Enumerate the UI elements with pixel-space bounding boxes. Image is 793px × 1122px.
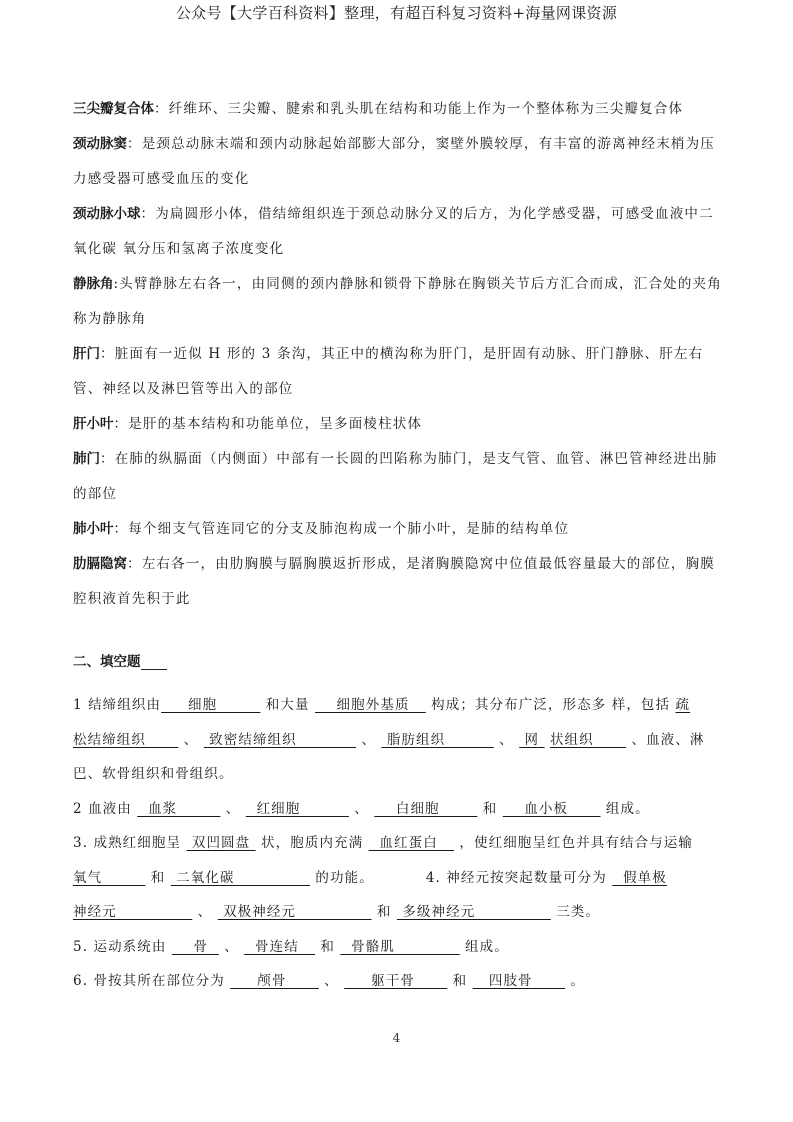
q-text: 3. 成熟红细胞呈 xyxy=(73,835,187,851)
q-text: 5. 运动系统由 xyxy=(73,938,172,955)
definition-sep: ： xyxy=(127,556,142,572)
definition-item xyxy=(73,92,723,127)
q-text: 、 xyxy=(218,938,245,955)
definition-sep: : xyxy=(113,276,120,292)
definition-item xyxy=(73,337,723,407)
answer-blank: 躯干骨 xyxy=(344,973,448,989)
definition-text: 脏面有一近似 H 形的 3 条沟，其正中的横沟称为肝门，是肝固有动脉、肝门静脉、肝左右管、神经以及淋巴管等出入的部位 xyxy=(73,346,704,397)
definition-item xyxy=(73,547,723,617)
answer-blank: 骨连结 xyxy=(244,938,315,955)
q-text: 组成。 xyxy=(600,800,650,817)
q-text: 的功能。 xyxy=(310,869,374,886)
definition-text: 每个细支气管连同它的分支及肺泡构成一个肺小叶，是肺的结构单位 xyxy=(128,521,570,537)
definition-text: 左右各一，由肋胸膜与膈胸膜返折形成，是渚胸膜隐窝中位值最低容量最大的部位，胸膜腔积液首先积于此 xyxy=(73,556,716,607)
question-2 xyxy=(73,792,723,827)
definition-sep: ： xyxy=(127,136,142,152)
q-text: 组成。 xyxy=(459,938,509,955)
answer-blank: 四肢骨 xyxy=(472,973,565,989)
q-text: 、 xyxy=(348,800,375,817)
question-6 xyxy=(73,964,723,999)
answer-blank: 状组织 xyxy=(549,731,627,748)
q-text: 6. 骨按其所在部位分为 xyxy=(73,973,231,989)
q-text: 、 xyxy=(318,973,345,989)
q-text: 1 结缔组织由 xyxy=(73,697,162,713)
title-underline xyxy=(141,655,167,670)
answer-blank: 红细胞 xyxy=(245,800,349,817)
q-text: 2 血液由 xyxy=(73,800,138,817)
q-text: ，使红细胞呈红色并具有结合与运输 xyxy=(454,835,693,851)
answer-blank: 神经元 xyxy=(73,904,193,920)
question-3-4 xyxy=(73,826,723,930)
answer-blank: 网 xyxy=(519,731,545,748)
answer-blank: 骨 xyxy=(171,938,219,955)
q-text: 、 xyxy=(493,731,520,748)
definition-text: 是肝的基本结构和功能单位，呈多面棱柱状体 xyxy=(128,416,423,432)
answer-blank: 假单极 xyxy=(612,869,667,886)
q-text: 和 xyxy=(447,973,473,989)
question-1 xyxy=(73,688,723,792)
definition-sep: ： xyxy=(100,346,115,362)
definition-term: 肺小叶 xyxy=(73,521,114,537)
answer-blank: 双极神经元 xyxy=(217,904,372,920)
q-text: 、 xyxy=(356,731,382,748)
q-text: 状，胞质内充满 xyxy=(255,835,369,851)
answer-blank: 颅骨 xyxy=(230,973,319,989)
answer-blank: 血浆 xyxy=(137,800,221,817)
definition-item xyxy=(73,127,723,197)
definition-sep: ： xyxy=(140,206,156,222)
answer-blank: 双凹圆盘 xyxy=(186,835,256,851)
definition-text: 头臂静脉左右各一，由同侧的颈内静脉和锁骨下静脉在胸锁关节后方汇合而成，汇合处的夹角称为静脉角 xyxy=(73,276,722,327)
definition-item xyxy=(73,407,723,442)
q-text: 、 xyxy=(178,731,204,748)
definitions-block xyxy=(73,92,723,617)
answer-blank: 脂肪组织 xyxy=(381,731,494,748)
definition-item xyxy=(73,512,723,547)
definition-term: 肝小叶 xyxy=(73,416,114,432)
answer-blank: 二氧化碳 xyxy=(170,869,311,886)
section-title-text: 二、填空题 xyxy=(73,654,141,670)
definition-term: 肺门 xyxy=(73,451,100,467)
answer-blank: 疏 xyxy=(675,697,691,713)
definition-sep: ： xyxy=(154,101,169,117)
definition-term: 肋膈隐窝 xyxy=(73,556,127,572)
section-title xyxy=(73,650,167,670)
answer-blank: 血红蛋白 xyxy=(368,835,454,851)
q-text: 和 xyxy=(145,869,171,886)
page-number: 4 xyxy=(392,1031,401,1045)
q-text: 构成；其分布广泛，形态多 样，包括 xyxy=(425,697,676,713)
definition-text: 在肺的纵膈面（内侧面）中部有一长圆的凹陷称为肺门，是支气管、血管、淋巴管神经进出肺的部位 xyxy=(73,451,718,502)
answer-blank: 血小板 xyxy=(502,800,601,817)
definition-text: 纤维环、三尖瓣、腱索和乳头肌在结构和功能上作为一个整体称为三尖瓣复合体 xyxy=(168,101,684,117)
answer-blank: 松结缔组织 xyxy=(73,731,179,748)
q-text: 、 xyxy=(192,904,218,920)
answer-blank: 致密结缔组织 xyxy=(203,731,357,748)
definition-text: 为扁圆形小体，借结缔组织连于颈总动脉分叉的后方，为化学感受器，可感受血液中二氧化碳 氧分压和氢离子浓度变化 xyxy=(73,206,714,257)
q-text: 、血液、淋巴、软骨组织和骨组织。 xyxy=(73,731,705,782)
answer-blank: 氧气 xyxy=(73,869,146,886)
definition-item xyxy=(73,442,723,512)
definition-term: 颈动脉小球 xyxy=(73,206,141,222)
question-5 xyxy=(73,930,723,965)
definition-term: 静脉角 xyxy=(73,276,114,292)
definition-item xyxy=(73,267,723,337)
answer-blank: 骨骼肌 xyxy=(340,938,460,955)
definition-sep: ： xyxy=(100,451,115,467)
answer-blank: 白细胞 xyxy=(374,800,478,817)
definition-item xyxy=(73,197,723,267)
q-text: 和 xyxy=(314,938,341,955)
definition-text: 是颈总动脉末端和颈内动脉起始部膨大部分，窦壁外膜较厚，有丰富的游离神经末梢为压力感受器可感受血压的变化 xyxy=(73,136,716,187)
q-text: 和 xyxy=(477,800,503,817)
page-header: 公众号【大学百科资料】整理，有超百科复习资料+海量网课资源 xyxy=(175,4,618,22)
q-text: 和 xyxy=(371,904,397,920)
answer-blank: 细胞 xyxy=(161,697,261,713)
answer-blank: 细胞外基质 xyxy=(314,697,426,713)
q-text: 。 xyxy=(565,973,585,989)
answer-blank: 多级神经元 xyxy=(396,904,551,920)
definition-sep: ： xyxy=(113,416,129,432)
fill-in-questions xyxy=(73,688,723,999)
q-text: 三类。 xyxy=(550,904,601,920)
definition-term: 三尖瓣复合体 xyxy=(73,101,154,117)
definition-sep: ： xyxy=(113,521,129,537)
definition-term: 颈动脉窦 xyxy=(73,136,127,152)
definition-term: 肝门 xyxy=(73,346,100,362)
q-text: 和大量 xyxy=(260,697,315,713)
q-text: 4. 神经元按突起数量可分为 xyxy=(425,869,613,886)
q-text: 、 xyxy=(220,800,246,817)
